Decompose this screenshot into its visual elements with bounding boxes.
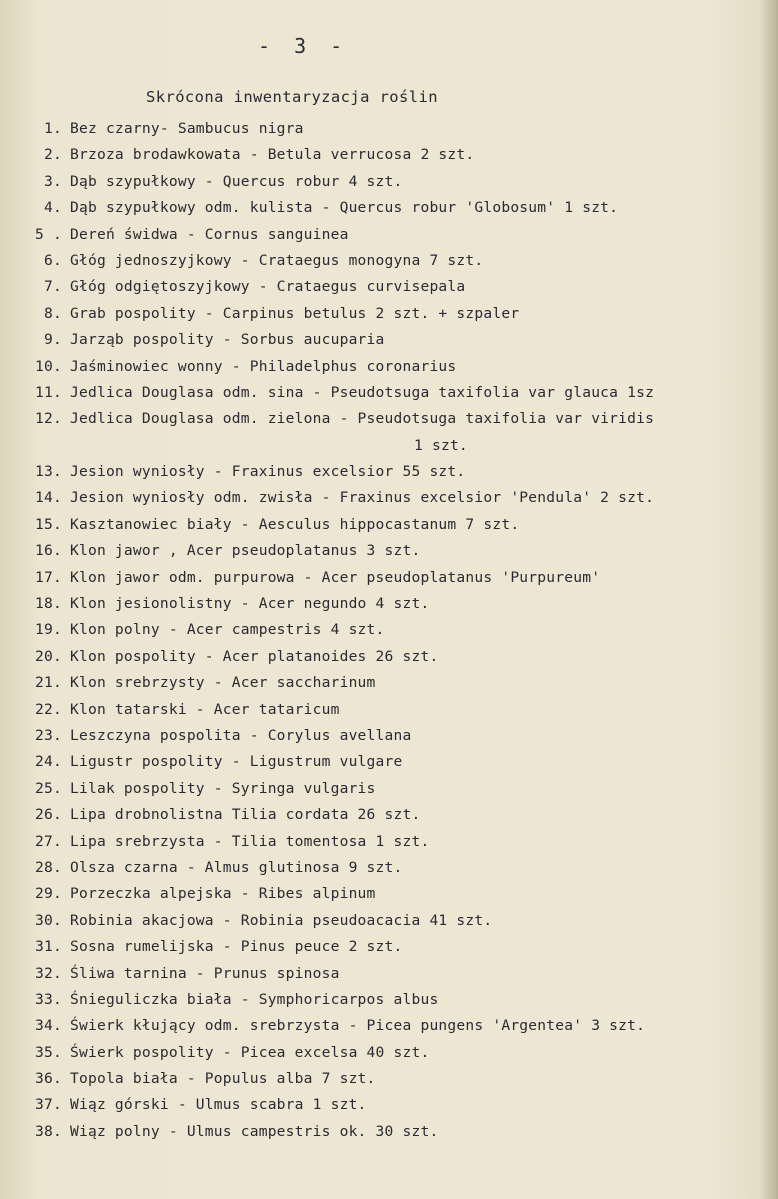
list-item-continuation: [26, 437, 778, 463]
item-number: 15.: [35, 515, 62, 533]
list-item: [26, 701, 778, 727]
list-item: [26, 120, 778, 146]
list-item: [26, 806, 778, 832]
item-number: 28.: [35, 858, 62, 876]
item-number: 38.: [35, 1122, 62, 1140]
item-number: 3.: [44, 172, 62, 190]
item-text: Śnieguliczka biała - Symphoricarpos albus: [70, 990, 439, 1008]
list-item: [26, 780, 778, 806]
list-item: [26, 516, 778, 542]
item-number: 7.: [44, 278, 62, 296]
list-item: [26, 1044, 778, 1070]
list-item: [26, 463, 778, 489]
item-text: Klon jesionolistny - Acer negundo 4 szt.: [70, 595, 430, 613]
list-item: [26, 384, 778, 410]
list-item: [26, 1017, 778, 1043]
item-number: 32.: [35, 964, 62, 982]
list-item: [26, 199, 778, 225]
item-text: Robinia akacjowa - Robinia pseudoacacia 41 szt.: [70, 911, 493, 929]
item-number: 33.: [35, 990, 62, 1008]
item-text: Porzeczka alpejska - Ribes alpinum: [70, 885, 376, 903]
list-item: [26, 912, 778, 938]
item-number: 6.: [44, 251, 62, 269]
item-number: 1.: [44, 120, 62, 137]
item-text: 1 szt.: [414, 436, 468, 454]
item-number: 8.: [44, 304, 62, 322]
item-text: Świerk kłujący odm. srebrzysta - Picea pungens 'Argentea' 3 szt.: [70, 1017, 646, 1035]
list-item: [26, 885, 778, 911]
item-text: Jesion wyniosły - Fraxinus excelsior 55 szt.: [70, 463, 466, 481]
list-item: [26, 358, 778, 384]
list-item: [26, 226, 778, 252]
item-number: 26.: [35, 806, 62, 824]
item-text: Ligustr pospolity - Ligustrum vulgare: [70, 753, 403, 771]
item-number: 2.: [44, 146, 62, 164]
item-text: Klon polny - Acer campestris 4 szt.: [70, 621, 385, 639]
item-number: 22.: [35, 700, 62, 718]
item-number: 16.: [35, 542, 62, 560]
list-item: [26, 278, 778, 304]
document-title: Skrócona inwentaryzacja roślin: [146, 88, 438, 106]
list-item: [26, 305, 778, 331]
item-text: Świerk pospolity - Picea excelsa 40 szt.: [70, 1043, 430, 1061]
item-text: Brzoza brodawkowata - Betula verrucosa 2 szt.: [70, 146, 475, 164]
list-item: [26, 595, 778, 621]
item-text: Klon tatarski - Acer tataricum: [70, 700, 340, 718]
item-number: 12.: [35, 410, 62, 428]
item-text: Grab pospolity - Carpinus betulus 2 szt. + szpaler: [70, 304, 520, 322]
item-number: 30.: [35, 911, 62, 929]
item-text: Lilak pospolity - Syringa vulgaris: [70, 779, 376, 797]
item-number: 17.: [35, 568, 62, 586]
list-item: [26, 1123, 778, 1149]
item-number: 23.: [35, 726, 62, 744]
plant-inventory-list: [26, 120, 778, 1149]
item-number: 13.: [35, 463, 62, 481]
item-text: Dąb szypułkowy odm. kulista - Quercus robur 'Globosum' 1 szt.: [70, 199, 619, 217]
list-item: [26, 727, 778, 753]
item-text: Lipa srebrzysta - Tilia tomentosa 1 szt.: [70, 832, 430, 850]
list-item: [26, 938, 778, 964]
item-number: 14.: [35, 489, 62, 507]
list-item: [26, 648, 778, 674]
item-number: 36.: [35, 1070, 62, 1088]
list-item: [26, 991, 778, 1017]
list-item: [26, 252, 778, 278]
list-item: [26, 1096, 778, 1122]
item-number: 5 .: [35, 225, 62, 243]
list-item: [26, 173, 778, 199]
list-item: [26, 674, 778, 700]
page-number: - 3 -: [258, 34, 349, 58]
item-number: 10.: [35, 357, 62, 375]
item-text: Głóg odgiętoszyjkowy - Crataegus curvisepala: [70, 278, 466, 296]
item-text: Głóg jednoszyjkowy - Crataegus monogyna 7 szt.: [70, 251, 484, 269]
item-text: Dąb szypułkowy - Quercus robur 4 szt.: [70, 172, 403, 190]
item-text: Lipa drobnolistna Tilia cordata 26 szt.: [70, 806, 421, 824]
item-number: 25.: [35, 779, 62, 797]
list-item: [26, 331, 778, 357]
item-text: Topola biała - Populus alba 7 szt.: [70, 1070, 376, 1088]
list-item: [26, 542, 778, 568]
list-item: [26, 569, 778, 595]
item-text: Jaśminowiec wonny - Philadelphus coronarius: [70, 357, 457, 375]
item-text: Wiąz górski - Ulmus scabra 1 szt.: [70, 1096, 367, 1114]
item-number: 35.: [35, 1043, 62, 1061]
list-item: [26, 410, 778, 436]
item-number: 9.: [44, 331, 62, 349]
item-text: Leszczyna pospolita - Corylus avellana: [70, 726, 412, 744]
list-item: [26, 965, 778, 991]
item-text: Jesion wyniosły odm. zwisła - Fraxinus excelsior 'Pendula' 2 szt.: [70, 489, 655, 507]
item-number: 29.: [35, 885, 62, 903]
item-number: 4.: [44, 199, 62, 217]
item-text: Kasztanowiec biały - Aesculus hippocastanum 7 szt.: [70, 515, 520, 533]
item-number: 19.: [35, 621, 62, 639]
item-text: Klon pospolity - Acer platanoides 26 szt.: [70, 647, 439, 665]
item-text: Sosna rumelijska - Pinus peuce 2 szt.: [70, 938, 403, 956]
item-number: 37.: [35, 1096, 62, 1114]
item-number: 34.: [35, 1017, 62, 1035]
item-number: 11.: [35, 383, 62, 401]
item-text: Klon jawor , Acer pseudoplatanus 3 szt.: [70, 542, 421, 560]
item-number: 27.: [35, 832, 62, 850]
item-text: Dereń świdwa - Cornus sanguinea: [70, 225, 349, 243]
item-number: 21.: [35, 674, 62, 692]
list-item: [26, 833, 778, 859]
list-item: [26, 146, 778, 172]
item-text: Jedlica Douglasa odm. zielona - Pseudotsuga taxifolia var viridis: [70, 410, 655, 428]
item-text: Olsza czarna - Almus glutinosa 9 szt.: [70, 858, 403, 876]
list-item: [26, 489, 778, 515]
item-number: 18.: [35, 595, 62, 613]
item-number: 24.: [35, 753, 62, 771]
item-text: Klon srebrzysty - Acer saccharinum: [70, 674, 376, 692]
list-item: [26, 621, 778, 647]
item-text: Jedlica Douglasa odm. sina - Pseudotsuga taxifolia var glauca 1sz: [70, 383, 655, 401]
item-text: Śliwa tarnina - Prunus spinosa: [70, 964, 340, 982]
item-text: Klon jawor odm. purpurowa - Acer pseudoplatanus 'Purpureum': [70, 568, 601, 586]
item-text: Wiąz polny - Ulmus campestris ok. 30 szt.: [70, 1122, 439, 1140]
list-item: [26, 859, 778, 885]
list-item: [26, 1070, 778, 1096]
item-number: 31.: [35, 938, 62, 956]
list-item: [26, 753, 778, 779]
item-text: Jarząb pospolity - Sorbus aucuparia: [70, 331, 385, 349]
item-number: 20.: [35, 647, 62, 665]
item-text: Bez czarny- Sambucus nigra: [70, 120, 304, 137]
